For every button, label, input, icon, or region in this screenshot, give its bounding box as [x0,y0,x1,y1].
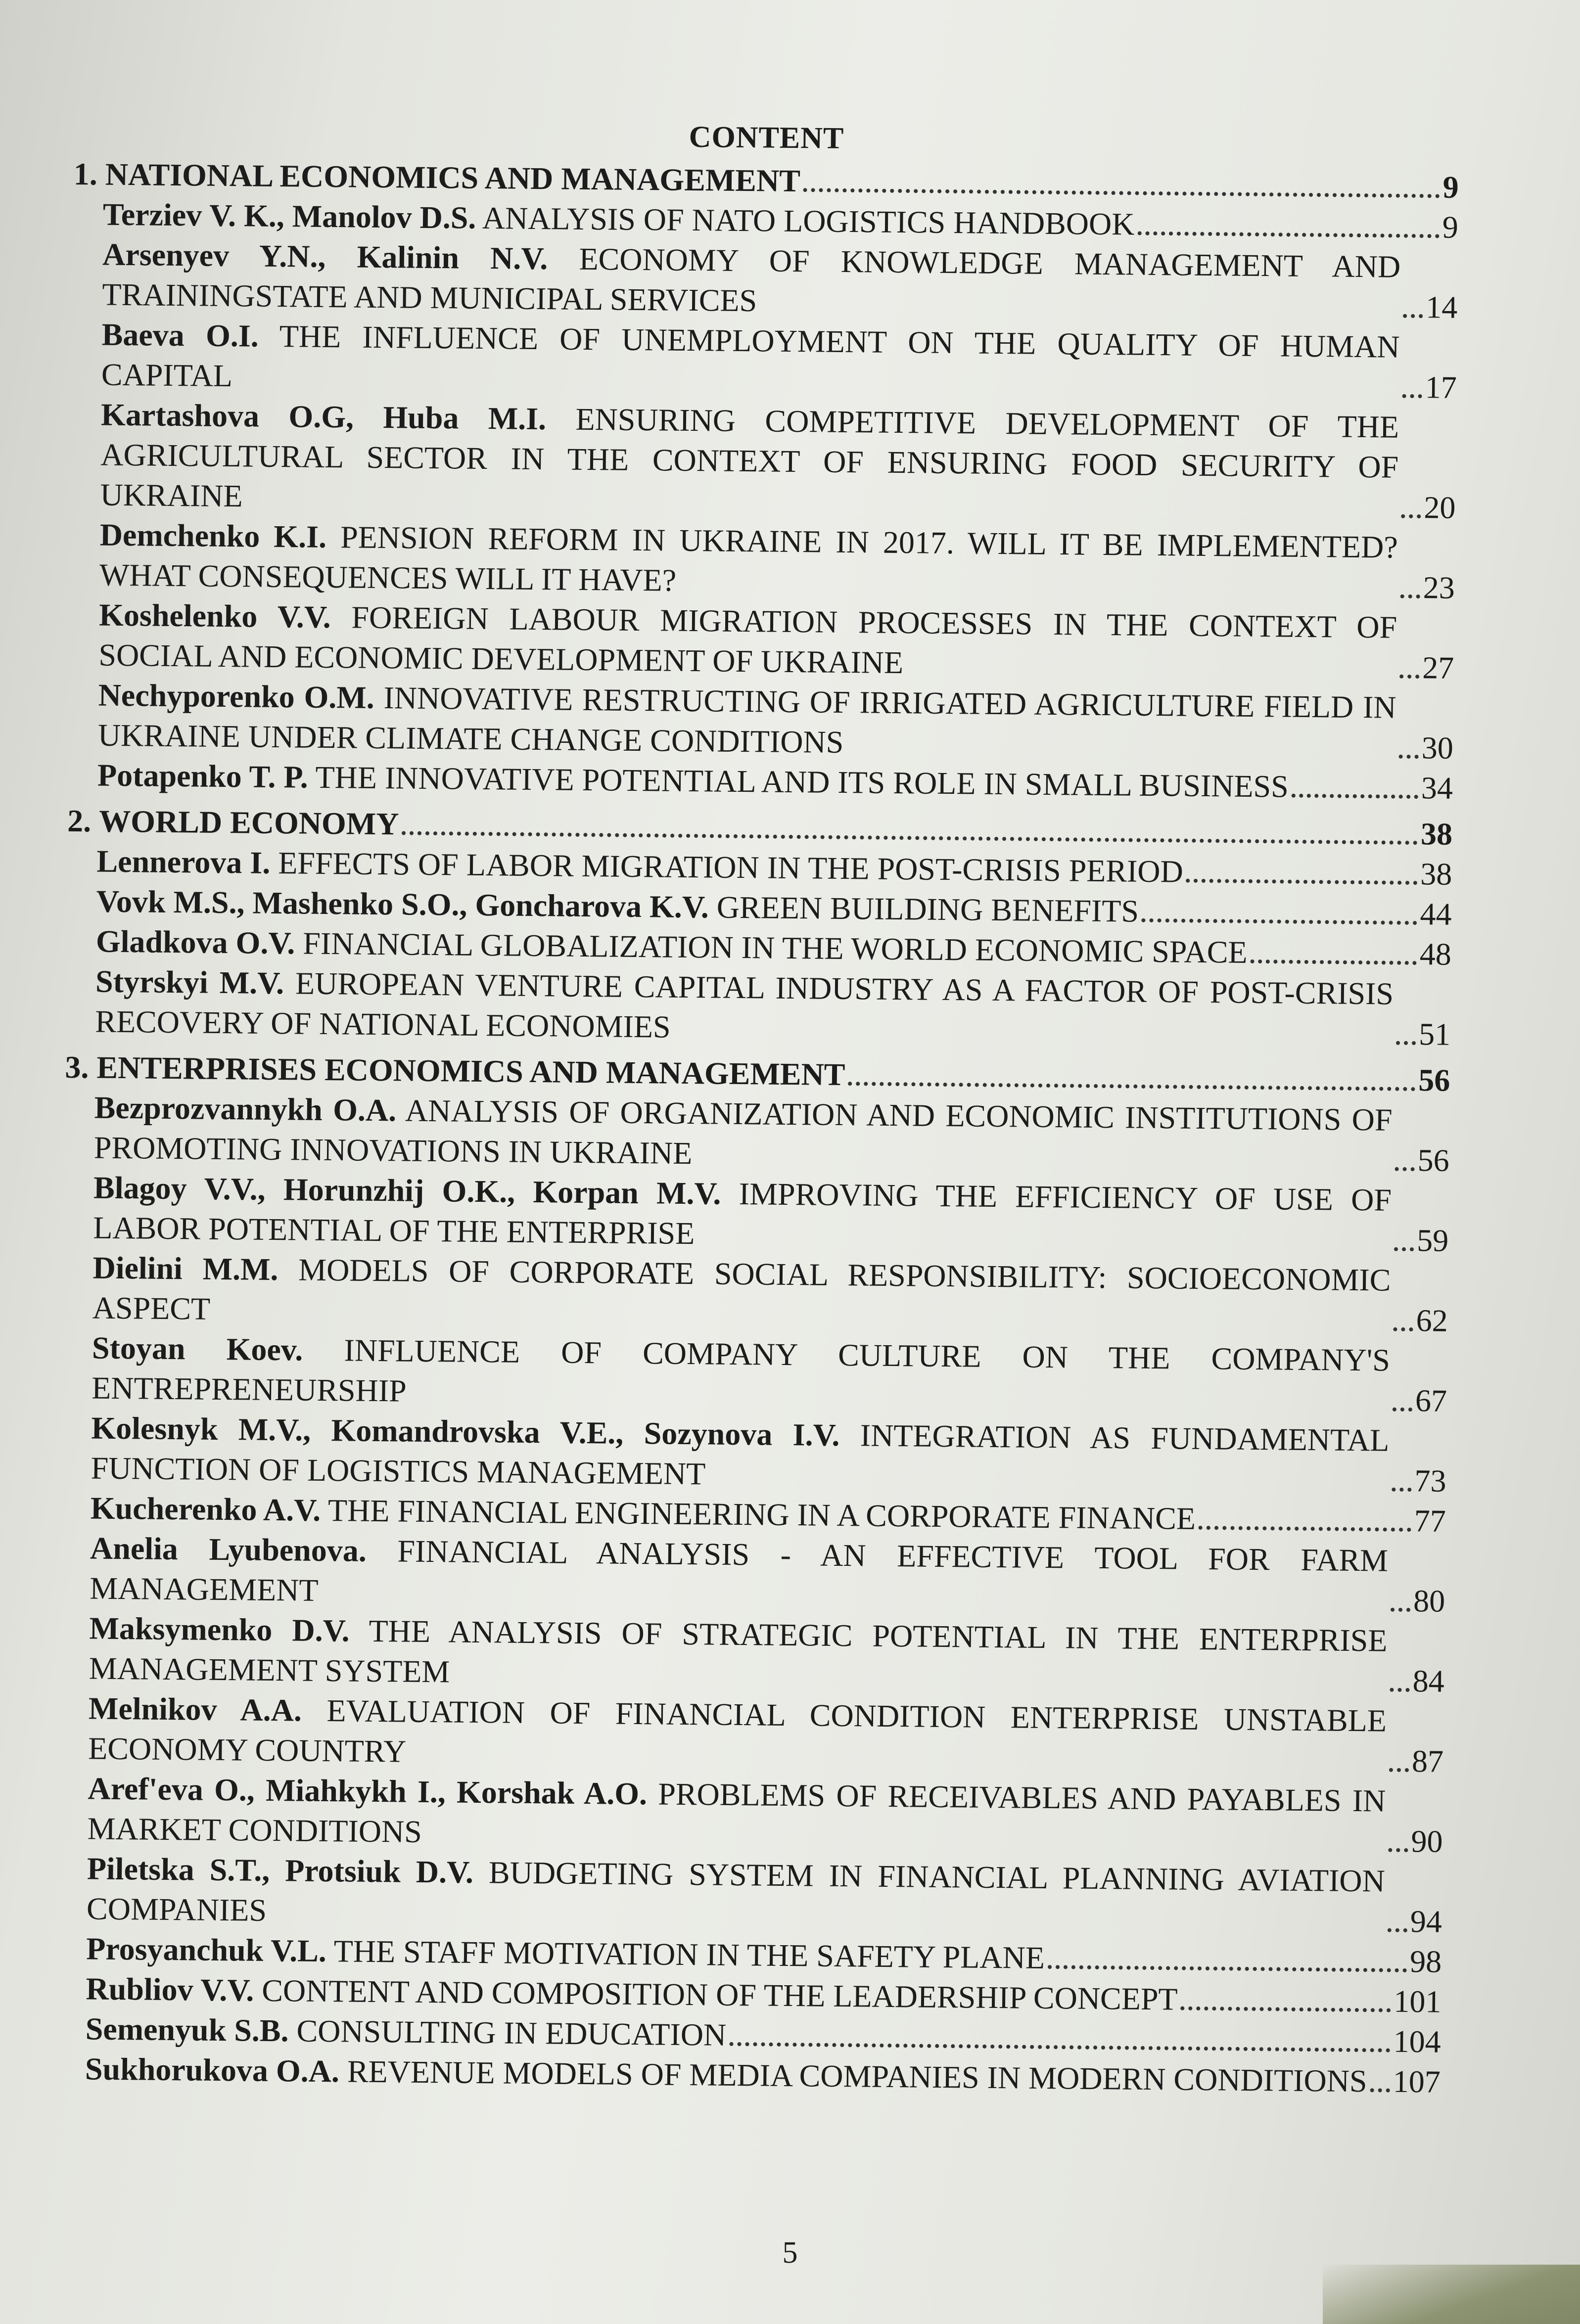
entry-authors: Potapenko T. P. [97,757,309,795]
entry-page: 30 [1421,730,1454,766]
entry-page: 77 [1414,1503,1446,1539]
leader-dots [1399,675,1419,679]
leader-dots [1393,1408,1412,1412]
toc-entry[interactable] [62,1327,1447,1421]
toc-entry[interactable] [62,1247,1448,1341]
entry-title: ECONOMY OF KNOWLEDGE MANAGEMENT AND TRAININGSTATE AND MUNICIPAL SERVICES [102,241,1401,319]
entry-title: THE INFLUENCE OF UNEMPLOYMENT ON THE QUALITY OF HUMAN CAPITAL [101,319,1400,394]
entry-title: ANALYSIS OF NATO LOGISTICS HANDBOOK [482,200,1135,242]
leader-dots [1390,1688,1409,1692]
entry-page: 34 [1421,770,1453,806]
entry-page: 80 [1413,1583,1445,1619]
entry-authors: Stoyan Koev. [92,1330,303,1367]
leader-dots [1388,1848,1408,1852]
toc-entry[interactable] [72,314,1457,408]
section-title: ENTERPRISES ECONOMICS AND MANAGEMENT [96,1049,845,1093]
leader-dots [1250,959,1416,965]
entry-page: 51 [1418,1016,1451,1052]
entry-page: 27 [1422,650,1454,685]
entry-title: FINANCIAL GLOBALIZATION IN THE WORLD ECONOMIC SPACE [303,925,1248,970]
toc-entry[interactable] [63,1167,1449,1261]
entry-title: EVALUATION OF FINANCIAL CONDITION ENTERPRISE UNSTABLE ECONOMY COUNTRY [88,1693,1387,1769]
leader-dots [1370,2088,1390,2092]
background-edge [1323,2265,1580,2324]
leader-dots [1388,1928,1407,1932]
entry-page: 38 [1420,856,1452,892]
section-number: 2. [67,803,92,839]
section-title: WORLD ECONOMY [98,803,399,842]
entry-title: EUROPEAN VENTURE CAPITAL INDUSTRY AS A FACTOR OF POST-CRISIS RECOVERY OF NATIONAL ECONOMIES [94,965,1394,1045]
entry-authors: Aref'eva O., Miahkykh I., Korshak A.O. [88,1771,648,1812]
entry-page: 67 [1415,1383,1447,1418]
entry-authors: Piletska S.T., Protsiuk D.V. [87,1851,474,1890]
leader-dots [1292,794,1418,799]
section-number: 3. [65,1049,89,1085]
entry-authors: Kartashova O.G, Huba M.I. [100,397,547,437]
leader-dots [1393,1327,1413,1331]
entry-page: 84 [1412,1663,1444,1699]
toc-entry[interactable] [72,234,1458,327]
toc-entry[interactable] [57,1768,1443,1862]
entry-authors: Koshelenko V.V. [98,597,331,635]
leader-dots [1389,1768,1409,1772]
leader-dots [803,188,1440,198]
table-of-contents [55,111,1459,2102]
entry-title: PENSION REFORM IN UKRAINE IN 2017. WILL IT BE IMPLEMENTED? WHAT CONSEQUENCES WILL IT HAVE? [99,519,1398,598]
entry-authors: Demchenko K.I. [99,517,327,554]
entry-authors: Anelia Lyubenova. [90,1530,367,1568]
entry-authors: Gladkova O.V. [95,923,295,961]
entry-authors: Nechyporenko O.M. [98,677,375,715]
leader-dots [1395,1167,1415,1171]
entry-authors: Vovk M.S., Mashenko S.O., Goncharova K.V. [96,883,709,925]
entry-page: 101 [1394,1983,1441,2019]
toc-entry[interactable] [70,394,1456,528]
entry-title: PROBLEMS OF RECEIVABLES AND PAYABLES IN MARKET CONDITIONS [87,1776,1386,1849]
leader-dots [1401,514,1421,518]
entry-page: 107 [1393,2063,1441,2099]
entry-title: INNOVATIVE RESTRUCTING OF IRRIGATED AGRICULTURE FIELD IN UKRAINE UNDER CLIMATE CHANGE CONDITIONS [97,680,1396,760]
entry-title: CONTENT AND COMPOSITION OF THE LEADERSHIP CONCEPT [261,1972,1178,2017]
entry-page: 14 [1425,289,1458,325]
toc-title: CONTENT [689,120,844,155]
entry-authors: Bezprozvannykh O.A. [94,1090,397,1128]
toc-sections [55,154,1459,2102]
leader-dots [848,1082,1415,1091]
entry-title: INFLUENCE OF COMPANY CULTURE ON THE COMPANY'S ENTREPRENEURSHIP [91,1332,1391,1409]
entry-title: CONSULTING IN EDUCATION [296,2013,727,2052]
entry-page: 59 [1416,1223,1449,1258]
entry-authors: Terziev V. K., Manolov D.S. [102,196,476,235]
entry-page: 56 [1417,1142,1450,1178]
section-page: 9 [1442,169,1459,205]
entry-authors: Baeva O.I. [101,317,259,354]
entry-authors: Prosyanchuk V.L. [86,1931,327,1969]
leader-dots [402,831,1418,845]
leader-dots [1199,1526,1411,1532]
toc-entry[interactable] [58,1688,1444,1781]
leader-dots [1392,1488,1411,1492]
entry-authors: Dielini M.M. [93,1250,279,1287]
entry-page: 17 [1425,369,1457,405]
entry-title: THE INNOVATIVE POTENTIAL AND ITS ROLE IN SMALL BUSINESS [315,759,1289,804]
leader-dots [1142,918,1417,925]
leader-dots [1399,755,1419,759]
leader-dots [1396,1041,1416,1045]
entry-page: 62 [1416,1303,1448,1338]
toc-entry[interactable] [69,594,1454,688]
entry-page: 98 [1409,1944,1442,1979]
entry-title: THE ANALYSIS OF STRATEGIC POTENTIAL IN THE ENTERPRISE MANAGEMENT SYSTEM [89,1613,1388,1689]
leader-dots [1391,1608,1410,1612]
entry-title: FINANCIAL ANALYSIS - AN EFFECTIVE TOOL FOR FARM MANAGEMENT [89,1533,1389,1608]
entry-authors: Arsenyev Y.N., Kalinin N.V. [102,236,548,276]
entry-page: 44 [1420,896,1452,932]
entry-title: GREEN BUILDING BENEFITS [716,889,1139,929]
leader-dots [1394,1247,1414,1251]
entry-title: ENSURING COMPETITIVE DEVELOPMENT OF THE AGRICULTURAL SECTOR IN THE CONTEXT OF ENSURING FOOD SECURITY OF UKRAINE [100,401,1399,514]
entry-page: 23 [1423,570,1455,605]
entry-authors: Melnikov A.A. [88,1690,302,1728]
leader-dots [1402,394,1422,398]
entry-page: 90 [1411,1823,1443,1859]
toc-section [65,801,1453,1054]
toc-entry[interactable] [57,1848,1442,1942]
entry-authors: Sukhorukova O.A. [85,2051,340,2089]
entry-title: EFFECTS OF LABOR MIGRATION IN THE POST-CRISIS PERIOD [278,845,1184,889]
leader-dots [1186,879,1418,885]
toc-entry[interactable] [60,1528,1445,1621]
entry-page: 20 [1424,490,1456,525]
section-page: 38 [1420,816,1453,852]
entry-page: 94 [1410,1904,1442,1939]
entry-authors: Kucherenko A.V. [90,1490,321,1528]
entry-title: IMPROVING THE EFFICIENCY OF USE OF LABOR POTENTIAL OF THE ENTERPRISE [93,1176,1392,1251]
toc-section [68,154,1459,808]
entry-page: 104 [1393,2023,1441,2059]
entry-page: 73 [1414,1463,1446,1499]
entry-authors: Rubliov V.V. [86,1971,254,2008]
toc-entry[interactable] [68,675,1454,768]
leader-dots [729,2042,1391,2052]
leader-dots [1048,1965,1407,1972]
entry-title: MODELS OF CORPORATE SOCIAL RESPONSIBILITY: SOCIOECONOMIC ASPECT [92,1252,1391,1326]
toc-entry[interactable] [59,1608,1444,1701]
page-number: 5 [782,2236,798,2270]
entry-authors: Lennerova I. [96,843,271,880]
entry-authors: Semenyuk S.B. [85,2011,289,2049]
leader-dots [1403,314,1423,318]
leader-dots [1180,2006,1391,2012]
toc-section [55,1047,1450,2102]
entry-page: 87 [1411,1743,1444,1779]
section-page: 56 [1418,1062,1450,1098]
entry-title: BUDGETING SYSTEM IN FINANCIAL PLANNING AVIATION COMPANIES [86,1855,1386,1928]
entry-authors: Styrskyi M.V. [95,963,284,1001]
entry-title: ANALYSIS OF ORGANIZATION AND ECONOMIC INSTITUTIONS OF PROMOTING INNOVATIONS IN UKRAINE [93,1093,1393,1171]
entry-authors: Maksymenko D.V. [89,1610,350,1648]
toc-entry[interactable] [61,1408,1446,1501]
toc-entry[interactable] [70,514,1455,608]
entry-title: FOREIGN LABOUR MIGRATION PROCESSES IN THE CONTEXT OF SOCIAL AND ECONOMIC DEVELOPMENT OF UKRAINE [98,599,1397,681]
entry-title: REVENUE MODELS OF MEDIA COMPANIES IN MODERN CONDITIONS [347,2053,1367,2099]
entry-authors: Blagoy V.V., Horunzhij O.K., Korpan M.V. [93,1170,721,1211]
toc-entry[interactable] [64,1087,1450,1181]
section-number: 1. [73,156,98,192]
leader-dots [1137,231,1439,238]
entry-authors: Kolesnyk M.V., Komandrovska V.E., Sozynova I.V. [91,1410,840,1453]
entry-page: 48 [1419,936,1452,972]
entry-title: THE FINANCIAL ENGINEERING IN A CORPORATE FINANCE [327,1493,1196,1536]
entry-title: THE STAFF MOTIVATION IN THE SAFETY PLANE [333,1933,1045,1976]
leader-dots [1400,594,1420,598]
entry-page: 9 [1442,209,1459,245]
toc-entry[interactable] [65,961,1451,1054]
entry-title: INTEGRATION AS FUNDAMENTAL FUNCTION OF LOGISTICS MANAGEMENT [91,1417,1390,1492]
section-title: NATIONAL ECONOMICS AND MANAGEMENT [105,156,801,199]
